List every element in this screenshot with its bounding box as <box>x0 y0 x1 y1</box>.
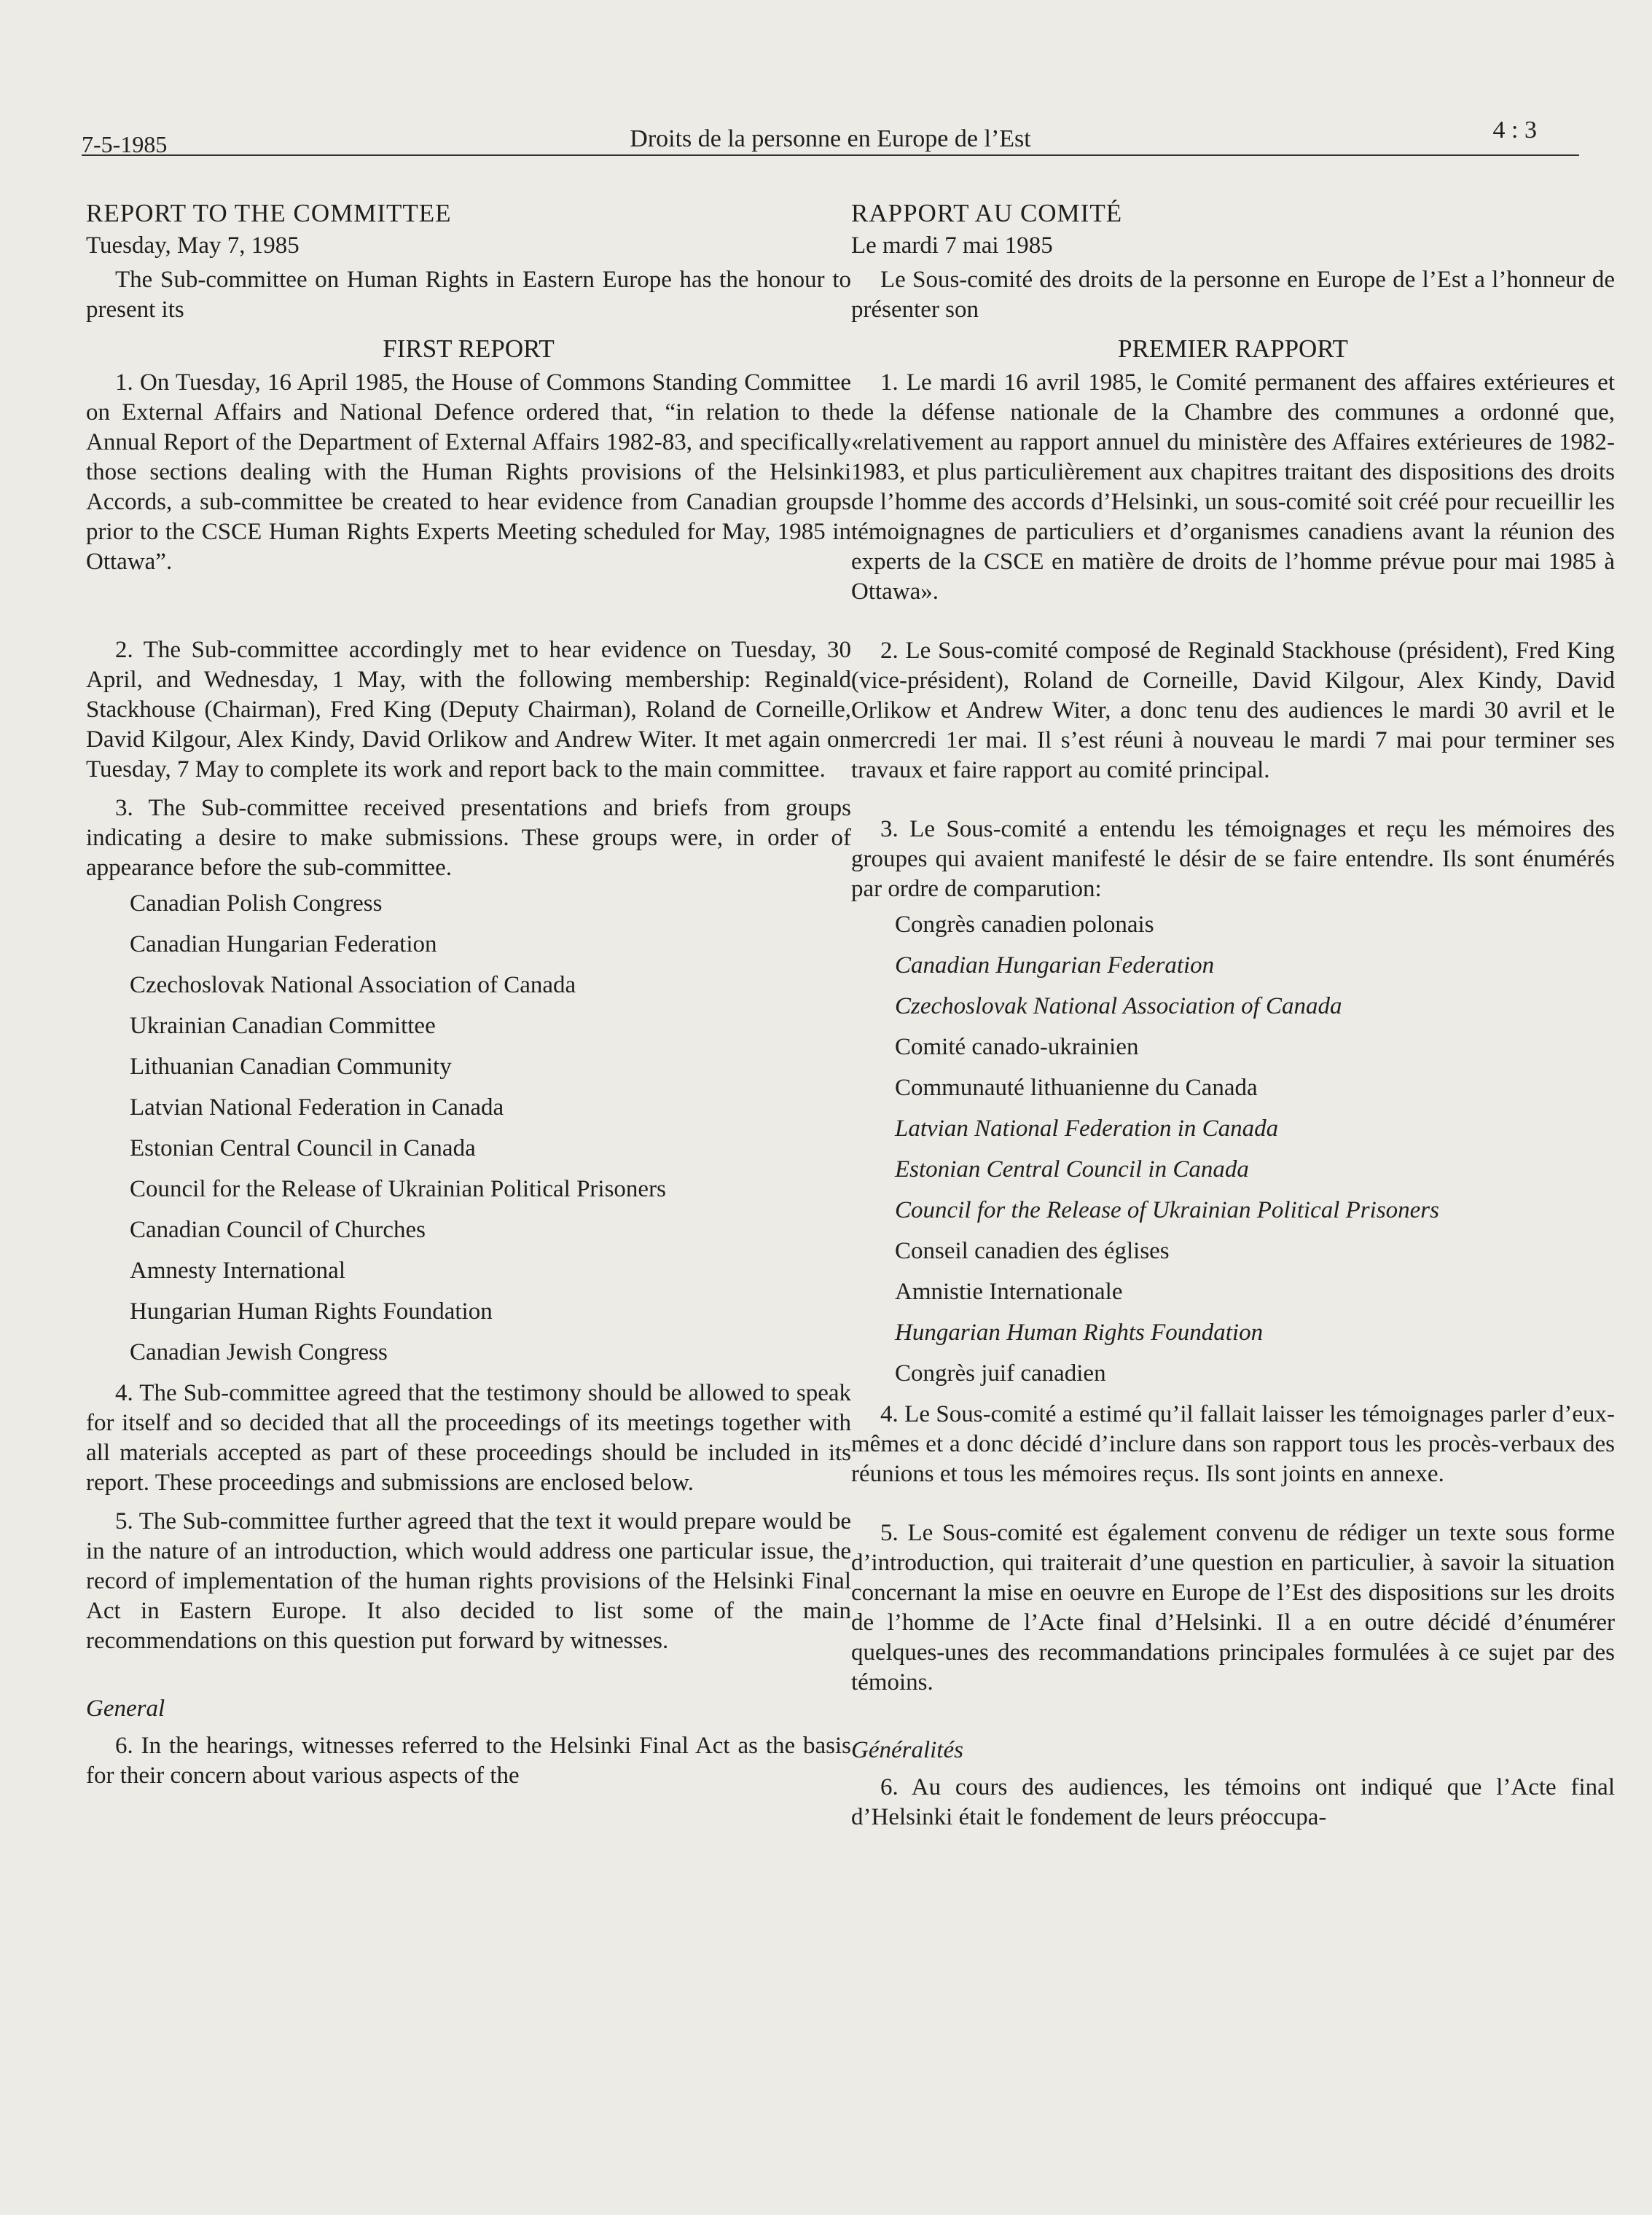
list-item: Latvian National Federation in Canada <box>895 1116 1279 1142</box>
list-item: Canadian Polish Congress <box>130 890 383 917</box>
en-para-4: 4. The Sub-committee agreed that the testimony should be allowed to speak for itself and so decided that all the proceedings of its meetings together with all materials accepted as part of these proceedings should be included in its report. These proceedings and submissions are enclosed below. <box>86 1380 851 1496</box>
list-item: Amnistie Internationale <box>895 1279 1123 1305</box>
list-item: Hungarian Human Rights Foundation <box>895 1320 1264 1346</box>
header-rule <box>82 154 1579 156</box>
list-item: Congrès canadien polonais <box>895 912 1154 938</box>
en-group-list <box>86 889 851 1368</box>
list-item: Canadian Hungarian Federation <box>895 952 1215 979</box>
en-report-title: FIRST REPORT <box>383 334 555 363</box>
english-column <box>86 198 851 1791</box>
fr-intro: Le Sous-comité des droits de la personne en Europe de l’Est a l’honneur de présenter son <box>851 267 1615 323</box>
list-item: Comité canado-ukrainien <box>895 1034 1139 1060</box>
list-item: Amnesty International <box>130 1258 346 1284</box>
en-date: Tuesday, May 7, 1985 <box>86 232 300 259</box>
page-number: 4 : 3 <box>1492 117 1537 144</box>
fr-section-heading: Généralités <box>851 1737 963 1763</box>
fr-para-5: 5. Le Sous-comité est également convenu de rédiger un texte sous forme d’introduction, qui traiterait d’une question en particulier, à savoir la situation concernant la mise en oeuvre en Europe de l’Est des dispositions sur les droits de l’homme de l’Acte final d’Helsinki. Il a en outre décidé d’énumérer quelques-unes des recommandations principales formulées à ce sujet par des témoins. <box>851 1520 1615 1695</box>
en-heading: REPORT TO THE COMMITTEE <box>86 199 452 227</box>
list-item: Canadian Council of Churches <box>130 1217 426 1243</box>
fr-heading: RAPPORT AU COMITÉ <box>851 199 1123 227</box>
header-title: Droits de la personne en Europe de l’Est <box>630 125 1031 152</box>
en-para-1: 1. On Tuesday, 16 April 1985, the House of Commons Standing Committee on External Affairs and National Defence ordered that, “in relation to the Annual Report of the Department of External Affairs 1982-83, and specifically those sections dealing with the Human Rights provisions of the Helsinki Accords, a sub-committee be created to hear evidence from Canadian groups prior to the CSCE Human Rights Experts Meeting scheduled for May, 1985 in Ottawa”. <box>86 369 851 575</box>
list-item: Estonian Central Council in Canada <box>895 1156 1249 1183</box>
list-item: Ukrainian Canadian Committee <box>130 1013 436 1039</box>
list-item: Hungarian Human Rights Foundation <box>130 1298 493 1325</box>
list-item: Canadian Jewish Congress <box>130 1339 388 1365</box>
fr-para-2: 2. Le Sous-comité composé de Reginald Stackhouse (président), Fred King (vice-président), Roland de Corneille, David Kilgour, Alex Kindy, David Orlikow et Andrew Witer, a donc tenu des audiences le mardi 30 avril et le mercredi 1er mai. Il s’est réuni à nouveau le mardi 7 mai pour terminer ses travaux et faire rapport au comité principal. <box>851 638 1615 783</box>
french-column <box>851 198 1615 1832</box>
list-item: Conseil canadien des églises <box>895 1238 1170 1264</box>
en-section-heading: General <box>86 1695 165 1722</box>
header-date: 7-5-1985 <box>82 131 168 157</box>
page-header <box>82 117 1579 160</box>
fr-date: Le mardi 7 mai 1985 <box>851 232 1053 259</box>
list-item: Congrès juif canadien <box>895 1360 1106 1387</box>
en-para-6: 6. In the hearings, witnesses referred to the Helsinki Final Act as the basis for their concern about various aspects of the <box>86 1733 851 1789</box>
list-item: Czechoslovak National Association of Canada <box>895 993 1342 1019</box>
list-item: Lithuanian Canadian Community <box>130 1054 452 1080</box>
fr-group-list <box>851 910 1615 1389</box>
fr-para-4: 4. Le Sous-comité a estimé qu’il fallait laisser les témoignages parler d’eux-mêmes et a donc décidé d’inclure dans son rapport tous les procès-verbaux des réunions et tous les mémoires reçus. Ils sont joints en annexe. <box>851 1401 1615 1487</box>
list-item: Council for the Release of Ukrainian Political Prisoners <box>130 1176 666 1202</box>
fr-para-3: 3. Le Sous-comité a entendu les témoignages et reçu les mémoires des groupes qui avaient manifesté le désir de se faire entendre. Ils sont énumérés par ordre de comparution: <box>851 816 1615 902</box>
list-item: Communauté lithuanienne du Canada <box>895 1075 1258 1101</box>
fr-para-6: 6. Au cours des audiences, les témoins ont indiqué que l’Acte final d’Helsinki était le fondement de leurs préoccupa- <box>851 1774 1615 1830</box>
fr-para-1: 1. Le mardi 16 avril 1985, le Comité permanent des affaires extérieures et de la défense nationale de la Chambre des communes a ordonné que, «relativement au rapport annuel du ministère des Affaires extérieures de 1982-1983, et plus particulièrement aux chapitres traitant des dispositions des droits de l’homme des accords d’Helsinki, un sous-comité soit créé pour recueillir les témoignagnes de particuliers et d’organismes canadiens avant la réunion des experts de la CSCE en matière de droits de l’homme prévue pour mai 1985 à Ottawa». <box>851 369 1615 605</box>
list-item: Canadian Hungarian Federation <box>130 931 437 957</box>
list-item: Estonian Central Council in Canada <box>130 1135 476 1161</box>
list-item: Latvian National Federation in Canada <box>130 1094 504 1121</box>
list-item: Council for the Release of Ukrainian Political Prisoners <box>895 1197 1439 1223</box>
fr-report-title: PREMIER RAPPORT <box>1118 334 1348 363</box>
en-intro: The Sub-committee on Human Rights in Eastern Europe has the honour to present its <box>86 267 851 323</box>
en-para-5: 5. The Sub-committee further agreed that the text it would prepare would be in the nature of an introduction, which would address one particular issue, the record of implementation of the human rights provisions of the Helsinki Final Act in Eastern Europe. It also decided to list some of the main recommendations on this question put forward by witnesses. <box>86 1508 851 1654</box>
en-para-2: 2. The Sub-committee accordingly met to hear evidence on Tuesday, 30 April, and Wednesday, 1 May, with the following membership: Reginald Stackhouse (Chairman), Fred King (Deputy Chairman), Roland de Corneille, David Kilgour, Alex Kindy, David Orlikow and Andrew Witer. It met again on Tuesday, 7 May to complete its work and report back to the main committee. <box>86 637 851 783</box>
en-para-3: 3. The Sub-committee received presentations and briefs from groups indicating a desire to make submissions. These groups were, in order of appearance before the sub-committee. <box>86 795 851 881</box>
list-item: Czechoslovak National Association of Canada <box>130 972 576 998</box>
